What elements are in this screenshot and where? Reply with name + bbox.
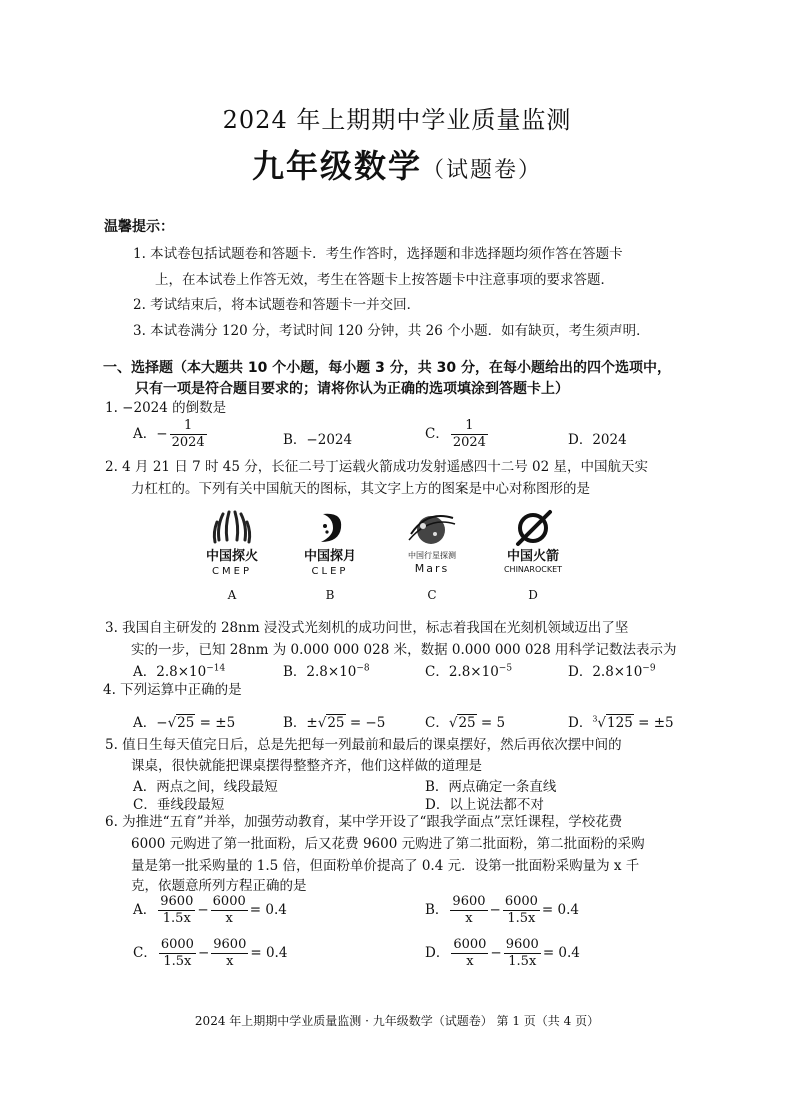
q6-line: 克，依题意所列方程正确的是	[131, 878, 307, 894]
q3-option-b	[283, 660, 370, 680]
q6-line: 6000 元购进了第一批面粉，后又花费 9600 元购进了第二批面粉，第二批面粉的采购	[131, 836, 645, 852]
clep-logo	[285, 508, 375, 578]
option-rhs: = 5	[476, 715, 506, 731]
numerator: 9600	[452, 894, 486, 909]
subject-subtitle: （试题卷）	[422, 158, 543, 183]
option-rhs: = −5	[345, 715, 386, 731]
option-label: A．−	[133, 715, 168, 731]
numerator: 6000	[160, 937, 194, 952]
numerator: 9600	[160, 894, 194, 909]
minus-sign: −	[156, 426, 168, 442]
q1-option-d: D．2024	[568, 432, 627, 448]
option-label: C．	[425, 426, 449, 442]
option-label: B．±	[283, 715, 318, 731]
denominator: 1.5x	[159, 953, 196, 970]
exponent: −14	[206, 663, 226, 674]
subject-name: 九年级数学	[251, 147, 422, 185]
mars-emblem-icon	[387, 508, 477, 578]
fraction	[451, 418, 488, 451]
exam-subject	[0, 141, 794, 187]
exponent: −8	[356, 663, 370, 674]
tip-item: 上，在本试卷上作答无效，考生在答题卡上按答题卡中注意事项的要求答题．	[155, 272, 614, 288]
q5-option-d: D．以上说法都不对	[425, 797, 544, 813]
numerator: 1	[183, 418, 193, 433]
denominator: 2024	[452, 435, 486, 450]
fraction	[170, 418, 207, 451]
q2-line: 2. 4 月 21 日 7 时 45 分，长征二号丁运载火箭成功发射遥感四十二号 02 星，中国航天实	[105, 459, 649, 475]
denominator: 1.5x	[158, 910, 195, 927]
q5-line: 课桌，很快就能把课桌摆得整整齐齐，他们这样做的道理是	[131, 758, 482, 774]
option-label: B．	[425, 902, 449, 918]
exam-title: 2024 年上期期中学业质量监测	[222, 106, 572, 134]
denominator: x	[211, 910, 248, 927]
logo-en-text: CHINAROCKET	[503, 565, 563, 574]
q6-option-a: A． $\frac{9600}{1.5x}$ − $\frac{6000}{x}$ = 0.4	[133, 894, 287, 926]
fraction	[158, 894, 195, 927]
root-index: 3	[592, 714, 598, 724]
numerator: 6000	[504, 894, 538, 909]
numerator: 9600	[213, 937, 247, 952]
tip-item: 2. 考试结束后，将本试题卷和答题卡一并交回．	[133, 297, 421, 313]
denominator: x	[211, 953, 248, 970]
cmep-emblem-icon	[187, 508, 277, 578]
section-heading	[103, 358, 671, 400]
logo-cn-text: 中国行星探测	[408, 551, 456, 560]
logo-cn-text: 中国探火	[205, 549, 259, 564]
q3-line: 3. 我国自主研发的 28nm 浸没式光刻机的成功问世，标志着我国在光刻机领域迈出了坚	[105, 620, 629, 636]
q6-line: 6. 为推进“五育”并举，加强劳动教育，某中学开设了“跟我学面点”烹饪课程，学校花费	[105, 814, 623, 830]
radicand: 125	[607, 715, 633, 731]
option-rhs: = 0.4	[541, 902, 579, 918]
q4-option-b: B．±√25 = −5	[283, 715, 386, 731]
fraction	[503, 894, 540, 927]
q1-option-a	[133, 418, 209, 451]
q6-option-b: B． $\frac{9600}{x}$ − $\frac{6000}{1.5x}$ = 0.4	[425, 894, 579, 926]
q3-option-d	[568, 660, 656, 680]
fraction	[211, 894, 248, 927]
tips-heading: 温馨提示：	[104, 219, 174, 235]
q6-option-d: D． $\frac{6000}{x}$ − $\frac{9600}{1.5x}$ = 0.4	[425, 937, 580, 969]
q4-option-d: D．$^3$√125 = ±5	[568, 714, 674, 731]
logo-en-text: Mars	[414, 562, 450, 575]
fraction	[211, 937, 248, 970]
q1-option-c	[425, 418, 490, 451]
option-label: A．	[133, 902, 157, 918]
numerator: 6000	[453, 937, 487, 952]
numerator: 9600	[505, 937, 539, 952]
option-rhs: = 0.4	[250, 945, 288, 961]
q5-option-c: C．垂线段最短	[133, 797, 225, 813]
cmep-logo	[187, 508, 277, 578]
q6-line: 量是第一批采购量的 1.5 倍，但面粉单价提高了 0.4 元．设第一批面粉采购量为 x 千	[131, 858, 640, 874]
option-rhs: = 0.4	[249, 902, 287, 918]
q3-option-c	[425, 660, 512, 680]
radicand: 25	[327, 715, 345, 731]
mars-logo	[387, 508, 477, 578]
tip-item: 3. 本试卷满分 120 分，考试时间 120 分钟，共 26 个小题．如有缺页，考生须声明．	[133, 323, 650, 339]
radicand: 25	[177, 715, 195, 731]
chinarocket-logo	[488, 508, 578, 578]
fraction	[450, 894, 487, 927]
q1-option-b: B．−2024	[283, 432, 353, 448]
denominator: 1.5x	[503, 910, 540, 927]
q5-line: 5. 值日生每天值完日后，总是先把每一列最前和最后的课桌摆好，然后再依次摆中间的	[105, 737, 622, 753]
denominator: 1.5x	[504, 953, 541, 970]
fraction	[504, 937, 541, 970]
q4-option-a: A．−√25 = ±5	[133, 715, 236, 731]
fraction	[159, 937, 196, 970]
logo-cn-text: 中国火箭	[506, 549, 560, 564]
numerator: 1	[465, 418, 474, 433]
option-label: C．	[133, 945, 157, 961]
option-label: C．	[425, 715, 449, 731]
option-label: D．	[568, 715, 593, 731]
option-rhs: = 0.4	[542, 945, 580, 961]
radicand: 25	[458, 715, 476, 731]
logo-caption: C	[427, 588, 437, 602]
logo-caption: B	[325, 588, 335, 602]
q4-option-c: C．√25 = 5	[425, 715, 506, 731]
clep-emblem-icon	[285, 508, 375, 578]
q2-line: 力杠杠的。下列有关中国航天的图标，其文字上方的图案是中心对称图形的是	[131, 481, 590, 497]
logo-caption: D	[528, 588, 538, 602]
rocket-emblem-icon	[488, 508, 578, 578]
q1-stem: 1. −2024 的倒数是	[105, 400, 227, 416]
option-rhs: = ±5	[195, 715, 236, 731]
logo-cn-text: 中国探月	[303, 549, 357, 564]
q5-option-a: A．两点之间，线段最短	[133, 779, 278, 795]
q3-option-a	[133, 660, 225, 680]
exponent: −9	[642, 663, 656, 674]
section-heading-line: 一、选择题（本大题共 10 个小题，每小题 3 分，共 30 分，在每小题给出的四个选项中，	[103, 360, 671, 376]
numerator: 6000	[212, 894, 246, 909]
logo-caption: A	[227, 588, 237, 602]
option-rhs: = ±5	[633, 715, 674, 731]
q3-line: 实的一步，已知 28nm 为 0.000 000 028 米，数据 0.000 000 028 用科学记数法表示为	[131, 642, 677, 658]
fraction	[451, 937, 488, 970]
option-label: A．	[133, 426, 157, 442]
q4-stem: 4. 下列运算中正确的是	[103, 682, 242, 698]
option-text: D．2.8×10	[568, 664, 643, 680]
option-text: C．2.8×10	[425, 664, 499, 680]
q5-option-b: B．两点确定一条直线	[425, 779, 557, 795]
page-footer: 2024 年上期期中学业质量监测 · 九年级数学（试题卷） 第 1 页（共 4 页）	[194, 1014, 600, 1028]
option-text: B．2.8×10	[283, 664, 357, 680]
exponent: −5	[498, 663, 513, 674]
section-heading-line: 只有一项是符合题目要求的；请将你认为正确的选项填涂到答题卡上）	[135, 381, 569, 397]
option-label: D．	[425, 945, 450, 961]
option-text: A．2.8×10	[133, 664, 207, 680]
q6-option-c: C． $\frac{6000}{1.5x}$ − $\frac{9600}{x}$ = 0.4	[133, 937, 288, 969]
denominator: 2024	[171, 435, 205, 450]
tip-item: 1. 本试卷包括试题卷和答题卡．考生作答时，选择题和非选择题均须作答在答题卡	[133, 246, 623, 262]
logo-en-text: CMEP	[212, 566, 252, 577]
denominator: x	[450, 910, 487, 927]
logo-en-text: CLEP	[311, 566, 349, 577]
denominator: x	[451, 953, 488, 970]
